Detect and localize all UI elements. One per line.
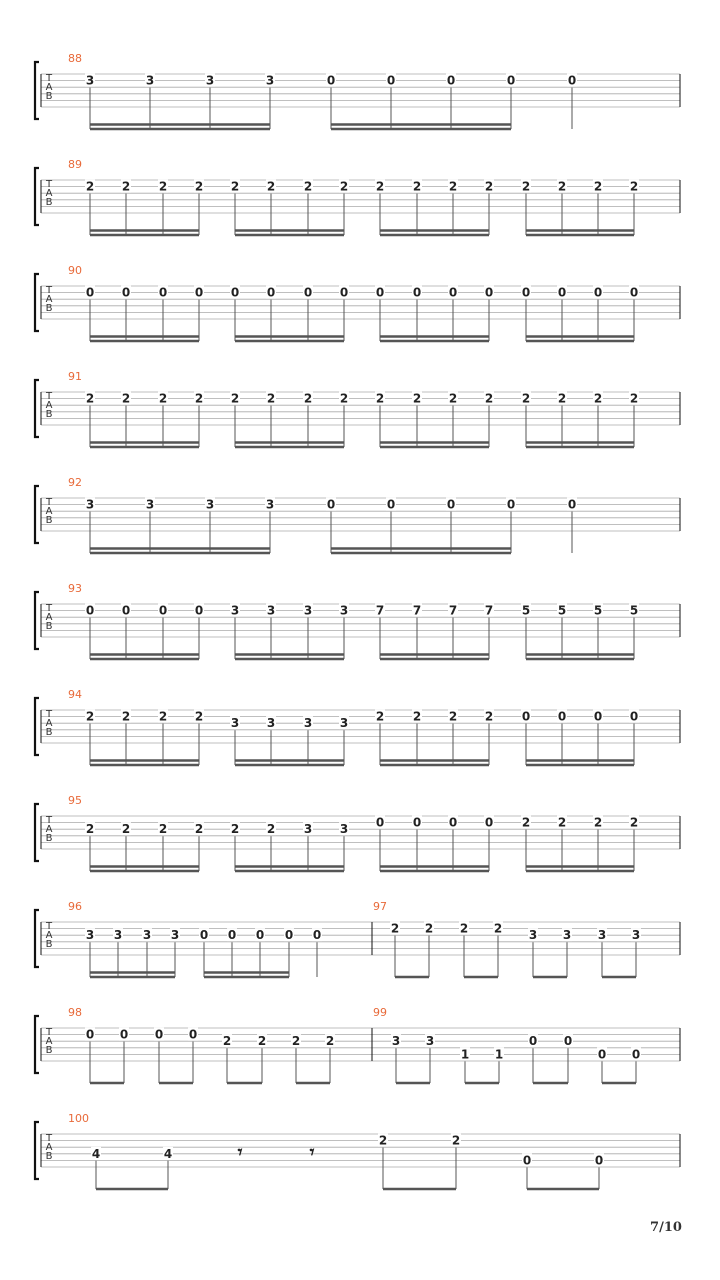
fret-number: 2	[412, 391, 422, 406]
tab-clef-letter: A	[45, 612, 53, 623]
measure-number: 88	[68, 52, 82, 65]
fret-number: 2	[412, 709, 422, 724]
tab-clef-letter: B	[45, 515, 53, 526]
system-bracket	[35, 804, 39, 861]
fret-number: 3	[266, 716, 276, 731]
fret-number: 2	[412, 179, 422, 194]
system-bracket	[35, 486, 39, 543]
fret-number: 0	[567, 497, 577, 512]
fret-number: 2	[222, 1034, 232, 1049]
fret-number: 3	[265, 73, 275, 88]
fret-number: 3	[303, 603, 313, 618]
fret-number: 2	[291, 1034, 301, 1049]
fret-number: 3	[597, 928, 607, 943]
tab-clef-letter: T	[45, 815, 53, 826]
fret-number: 2	[158, 709, 168, 724]
fret-number: 2	[339, 391, 349, 406]
tab-clef-letter: A	[45, 82, 53, 93]
tab-clef-letter: T	[45, 603, 53, 614]
tab-system	[35, 1112, 680, 1189]
fret-number: 3	[85, 497, 95, 512]
fret-number: 0	[85, 603, 95, 618]
fret-number: 7	[484, 603, 494, 618]
system-bracket	[35, 380, 39, 437]
fret-number: 2	[158, 391, 168, 406]
fret-number: 3	[339, 603, 349, 618]
tab-clef-letter: A	[45, 506, 53, 517]
fret-number: 2	[629, 179, 639, 194]
fret-number: 3	[303, 822, 313, 837]
fret-number: 0	[446, 73, 456, 88]
tab-clef-letter: A	[45, 1036, 53, 1047]
fret-number: 1	[494, 1047, 504, 1062]
fret-number: 2	[158, 822, 168, 837]
measure-number: 91	[68, 370, 82, 383]
fret-number: 0	[386, 497, 396, 512]
tab-system	[35, 794, 680, 871]
fret-number: 1	[460, 1047, 470, 1062]
fret-number: 5	[593, 603, 603, 618]
measure-number: 95	[68, 794, 82, 807]
fret-number: 0	[506, 497, 516, 512]
tab-clef-letter: B	[45, 409, 53, 420]
fret-number: 0	[339, 285, 349, 300]
fret-number: 0	[121, 603, 131, 618]
system-bracket	[35, 1122, 39, 1179]
tab-clef-letter: B	[45, 833, 53, 844]
fret-number: 2	[85, 822, 95, 837]
fret-number: 0	[326, 497, 336, 512]
fret-number: 2	[230, 822, 240, 837]
fret-number: 3	[113, 928, 123, 943]
fret-number: 0	[629, 285, 639, 300]
fret-number: 0	[448, 285, 458, 300]
fret-number: 2	[484, 709, 494, 724]
fret-number: 3	[170, 928, 180, 943]
fret-number: 3	[266, 603, 276, 618]
measure-number: 100	[68, 1112, 89, 1125]
fret-number: 4	[163, 1146, 173, 1161]
fret-number: 0	[154, 1027, 164, 1042]
fret-number: 2	[493, 921, 503, 936]
tab-system	[35, 158, 680, 235]
fret-number: 2	[375, 391, 385, 406]
fret-number: 2	[521, 179, 531, 194]
fret-number: 2	[303, 179, 313, 194]
tab-clef-letter: B	[45, 1151, 53, 1162]
fret-number: 0	[446, 497, 456, 512]
fret-number: 2	[85, 709, 95, 724]
fret-number: 0	[506, 73, 516, 88]
tab-system	[35, 582, 680, 659]
tab-clef-letter: A	[45, 824, 53, 835]
eighth-rest: 𝄾	[309, 1141, 315, 1163]
fret-number: 2	[85, 391, 95, 406]
fret-number: 3	[339, 716, 349, 731]
fret-number: 0	[266, 285, 276, 300]
measure-number: 94	[68, 688, 82, 701]
fret-number: 3	[145, 73, 155, 88]
fret-number: 2	[194, 179, 204, 194]
fret-number: 0	[593, 709, 603, 724]
tab-clef-letter: B	[45, 197, 53, 208]
fret-number: 2	[521, 815, 531, 830]
fret-number: 2	[593, 391, 603, 406]
tab-clef-letter: T	[45, 921, 53, 932]
fret-number: 2	[557, 391, 567, 406]
fret-number: 0	[484, 285, 494, 300]
tab-system	[35, 900, 680, 977]
tab-system	[35, 1006, 680, 1083]
fret-number: 2	[121, 179, 131, 194]
fret-number: 2	[121, 391, 131, 406]
fret-number: 3	[230, 603, 240, 618]
fret-number: 2	[266, 179, 276, 194]
fret-number: 2	[484, 179, 494, 194]
tab-clef-letter: B	[45, 1045, 53, 1056]
fret-number: 2	[629, 391, 639, 406]
fret-number: 0	[594, 1153, 604, 1168]
fret-number: 0	[85, 1027, 95, 1042]
fret-number: 2	[521, 391, 531, 406]
tab-clef-letter: T	[45, 391, 53, 402]
measure-number: 90	[68, 264, 82, 277]
fret-number: 2	[629, 815, 639, 830]
system-bracket	[35, 592, 39, 649]
fret-number: 4	[91, 1146, 101, 1161]
fret-number: 2	[325, 1034, 335, 1049]
fret-number: 2	[593, 179, 603, 194]
fret-number: 0	[230, 285, 240, 300]
fret-number: 0	[563, 1034, 573, 1049]
fret-number: 0	[326, 73, 336, 88]
fret-number: 2	[194, 709, 204, 724]
fret-number: 3	[85, 928, 95, 943]
measure-number: 89	[68, 158, 82, 171]
fret-number: 2	[459, 921, 469, 936]
fret-number: 2	[257, 1034, 267, 1049]
fret-number: 0	[199, 928, 209, 943]
fret-number: 2	[448, 179, 458, 194]
fret-number: 0	[412, 285, 422, 300]
fret-number: 2	[375, 179, 385, 194]
measure-number: 93	[68, 582, 82, 595]
tab-clef-letter: T	[45, 1027, 53, 1038]
fret-number: 0	[521, 285, 531, 300]
tab-clef-letter: B	[45, 91, 53, 102]
tab-clef-letter: T	[45, 497, 53, 508]
fret-number: 0	[158, 603, 168, 618]
fret-number: 5	[557, 603, 567, 618]
fret-number: 2	[303, 391, 313, 406]
fret-number: 0	[303, 285, 313, 300]
fret-number: 2	[194, 391, 204, 406]
measure-number: 99	[373, 1006, 387, 1019]
fret-number: 3	[303, 716, 313, 731]
fret-number: 0	[631, 1047, 641, 1062]
tab-clef-letter: A	[45, 400, 53, 411]
fret-number: 0	[119, 1027, 129, 1042]
fret-number: 2	[266, 822, 276, 837]
fret-number: 2	[390, 921, 400, 936]
tab-clef-letter: B	[45, 939, 53, 950]
system-bracket	[35, 910, 39, 967]
fret-number: 0	[557, 709, 567, 724]
fret-number: 0	[484, 815, 494, 830]
fret-number: 0	[284, 928, 294, 943]
fret-number: 2	[230, 179, 240, 194]
fret-number: 3	[142, 928, 152, 943]
tab-system	[35, 370, 680, 447]
measure-number: 97	[373, 900, 387, 913]
fret-number: 2	[85, 179, 95, 194]
tab-system	[35, 52, 680, 129]
tab-clef-letter: B	[45, 621, 53, 632]
tab-clef-letter: T	[45, 73, 53, 84]
fret-number: 3	[562, 928, 572, 943]
fret-number: 0	[375, 815, 385, 830]
fret-number: 0	[85, 285, 95, 300]
fret-number: 2	[424, 921, 434, 936]
fret-number: 3	[528, 928, 538, 943]
system-bracket	[35, 62, 39, 119]
tab-clef-letter: T	[45, 709, 53, 720]
tab-system	[35, 688, 680, 765]
fret-number: 2	[557, 179, 567, 194]
fret-number: 2	[339, 179, 349, 194]
fret-number: 2	[593, 815, 603, 830]
fret-number: 0	[194, 603, 204, 618]
fret-number: 0	[158, 285, 168, 300]
fret-number: 0	[567, 73, 577, 88]
fret-number: 0	[227, 928, 237, 943]
tab-clef-letter: T	[45, 285, 53, 296]
fret-number: 3	[205, 497, 215, 512]
fret-number: 0	[375, 285, 385, 300]
fret-number: 7	[375, 603, 385, 618]
fret-number: 2	[375, 709, 385, 724]
fret-number: 0	[629, 709, 639, 724]
tab-clef-letter: T	[45, 179, 53, 190]
fret-number: 0	[188, 1027, 198, 1042]
eighth-rest: 𝄾	[237, 1141, 243, 1163]
tab-clef-letter: B	[45, 727, 53, 738]
fret-number: 3	[339, 822, 349, 837]
tab-system	[35, 264, 680, 341]
fret-number: 0	[412, 815, 422, 830]
tab-clef-letter: A	[45, 294, 53, 305]
fret-number: 7	[448, 603, 458, 618]
fret-number: 2	[121, 709, 131, 724]
tab-clef-letter: T	[45, 1133, 53, 1144]
fret-number: 2	[448, 709, 458, 724]
fret-number: 3	[265, 497, 275, 512]
page-number: 7/10	[650, 1220, 682, 1235]
fret-number: 0	[194, 285, 204, 300]
fret-number: 0	[557, 285, 567, 300]
fret-number: 2	[266, 391, 276, 406]
fret-number: 3	[230, 716, 240, 731]
measure-number: 96	[68, 900, 82, 913]
fret-number: 0	[522, 1153, 532, 1168]
system-bracket	[35, 274, 39, 331]
fret-number: 3	[145, 497, 155, 512]
fret-number: 2	[194, 822, 204, 837]
fret-number: 2	[230, 391, 240, 406]
system-bracket	[35, 168, 39, 225]
fret-number: 5	[629, 603, 639, 618]
fret-number: 0	[521, 709, 531, 724]
tab-clef-letter: A	[45, 188, 53, 199]
system-bracket	[35, 1016, 39, 1073]
fret-number: 2	[378, 1133, 388, 1148]
fret-number: 3	[85, 73, 95, 88]
fret-number: 2	[121, 822, 131, 837]
fret-number: 2	[484, 391, 494, 406]
fret-number: 0	[597, 1047, 607, 1062]
fret-number: 3	[425, 1034, 435, 1049]
fret-number: 2	[451, 1133, 461, 1148]
tab-clef-letter: A	[45, 1142, 53, 1153]
fret-number: 0	[528, 1034, 538, 1049]
fret-number: 7	[412, 603, 422, 618]
tab-clef-letter: A	[45, 930, 53, 941]
fret-number: 2	[557, 815, 567, 830]
fret-number: 0	[255, 928, 265, 943]
fret-number: 3	[391, 1034, 401, 1049]
fret-number: 0	[448, 815, 458, 830]
fret-number: 2	[448, 391, 458, 406]
fret-number: 0	[121, 285, 131, 300]
fret-number: 2	[158, 179, 168, 194]
fret-number: 0	[386, 73, 396, 88]
tab-system	[35, 476, 680, 553]
measure-number: 92	[68, 476, 82, 489]
fret-number: 3	[205, 73, 215, 88]
fret-number: 3	[631, 928, 641, 943]
fret-number: 5	[521, 603, 531, 618]
system-bracket	[35, 698, 39, 755]
fret-number: 0	[593, 285, 603, 300]
fret-number: 0	[312, 928, 322, 943]
measure-number: 98	[68, 1006, 82, 1019]
tab-clef-letter: A	[45, 718, 53, 729]
tab-clef-letter: B	[45, 303, 53, 314]
